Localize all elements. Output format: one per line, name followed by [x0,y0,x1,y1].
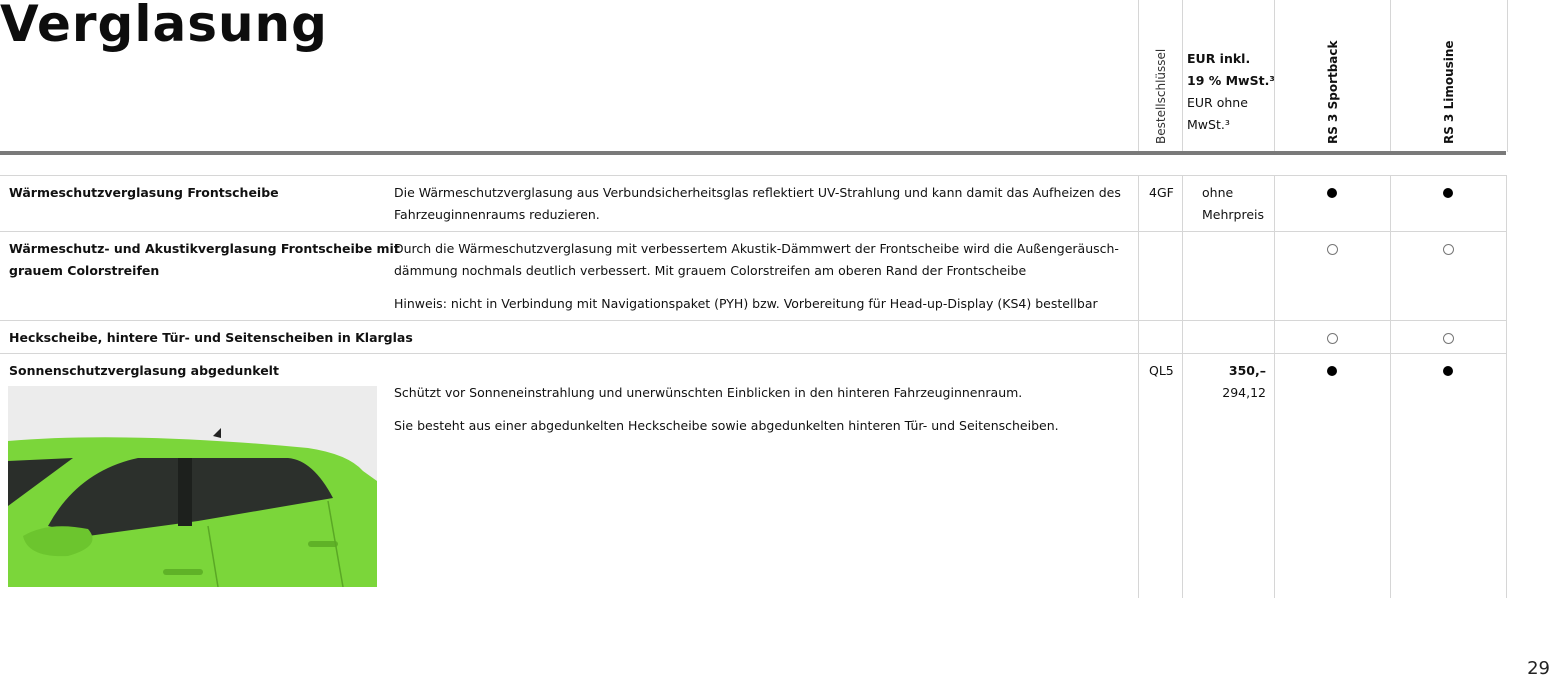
row-2-desc-line-2: dämmung nochmals deutlich verbessert. Mit grauem Colorstreifen am oberen Rand der Frontscheibe [394,263,1027,278]
row-divider [0,231,1506,232]
page-title: Verglasung [0,0,328,53]
optional-icon [1327,244,1338,255]
header-order-key-label: Bestellschlüssel [1154,48,1168,144]
row-1-price [1202,182,1264,226]
row-4-price-incl: 350,– [1228,363,1266,378]
row-4-description [394,382,1059,437]
header-limousine-label: RS 3 Limousine [1442,40,1456,144]
row-1-price-line-1: ohne [1202,185,1234,200]
standard-icon [1443,366,1453,376]
column-divider [1182,175,1183,598]
row-2-note: Hinweis: nicht in Verbindung mit Navigationspaket (PYH) bzw. Vorbereitung für Head-up-Display (KS4) bestellbar [394,296,1098,311]
row-divider [0,320,1506,321]
column-divider [1274,175,1275,598]
row-4-desc-line-1: Schützt vor Sonneneinstrahlung und unerwünschten Einblicken in den hinteren Fahrzeuginnenraum. [394,385,1023,400]
column-divider [1390,175,1391,598]
page-number: 29 [1527,658,1550,679]
row-divider [0,353,1506,354]
standard-icon [1327,366,1337,376]
row-3-name: Heckscheibe, hintere Tür- und Seitenscheiben in Klarglas [9,330,413,345]
row-4-price-excl: 294,12 [1222,385,1266,400]
row-1-order-key: 4GF [1149,185,1174,200]
header-price-incl-1: EUR inkl. [1187,51,1251,66]
row-4-desc-line-2: Sie besteht aus einer abgedunkelten Heckscheibe sowie abgedunkelten hinteren Tür- und Seitenscheiben. [394,418,1059,433]
car-illustration [8,386,377,587]
header-price-labels [1187,48,1275,136]
header-price-excl-1: EUR ohne [1187,95,1248,110]
row-2-name [9,238,400,282]
row-2-desc-line-1: Durch die Wärmeschutzverglasung mit verbessertem Akustik-Dämmwert der Frontscheibe wird die Außengeräusch- [394,241,1119,256]
row-4-name: Sonnenschutzverglasung abgedunkelt [9,363,279,378]
row-1-description [394,182,1121,226]
optional-icon [1443,333,1454,344]
column-divider [1138,175,1139,598]
standard-icon [1443,188,1453,198]
optional-icon [1443,244,1454,255]
optional-icon [1327,333,1338,344]
row-1-price-line-2: Mehrpreis [1202,207,1265,222]
row-1-desc-line-1: Die Wärmeschutzverglasung aus Verbundsicherheitsglas reflektiert UV-Strahlung und kann damit das Aufheizen des [394,185,1121,200]
row-2-name-line-1: Wärmeschutz- und Akustikverglasung Frontscheibe mit [9,241,400,256]
header-price-incl-2: 19 % MwSt.³ [1187,73,1275,88]
header-rule [0,151,1506,155]
row-1-name: Wärmeschutzverglasung Frontscheibe [9,185,279,200]
row-2-name-line-2: grauem Colorstreifen [9,263,160,278]
header-limousine [1390,0,1508,152]
header-price-excl-2: MwSt.³ [1187,117,1230,132]
header-sportback [1274,0,1391,152]
row-4-price [1186,360,1266,404]
header-order-key [1138,0,1183,152]
car-image [8,386,377,587]
standard-icon [1327,188,1337,198]
row-1-desc-line-2: Fahrzeuginnenraums reduzieren. [394,207,600,222]
column-divider [1506,175,1507,598]
row-divider [0,175,1506,176]
row-4-order-key: QL5 [1149,363,1174,378]
header-sportback-label: RS 3 Sportback [1326,40,1340,144]
row-2-description [394,238,1119,315]
